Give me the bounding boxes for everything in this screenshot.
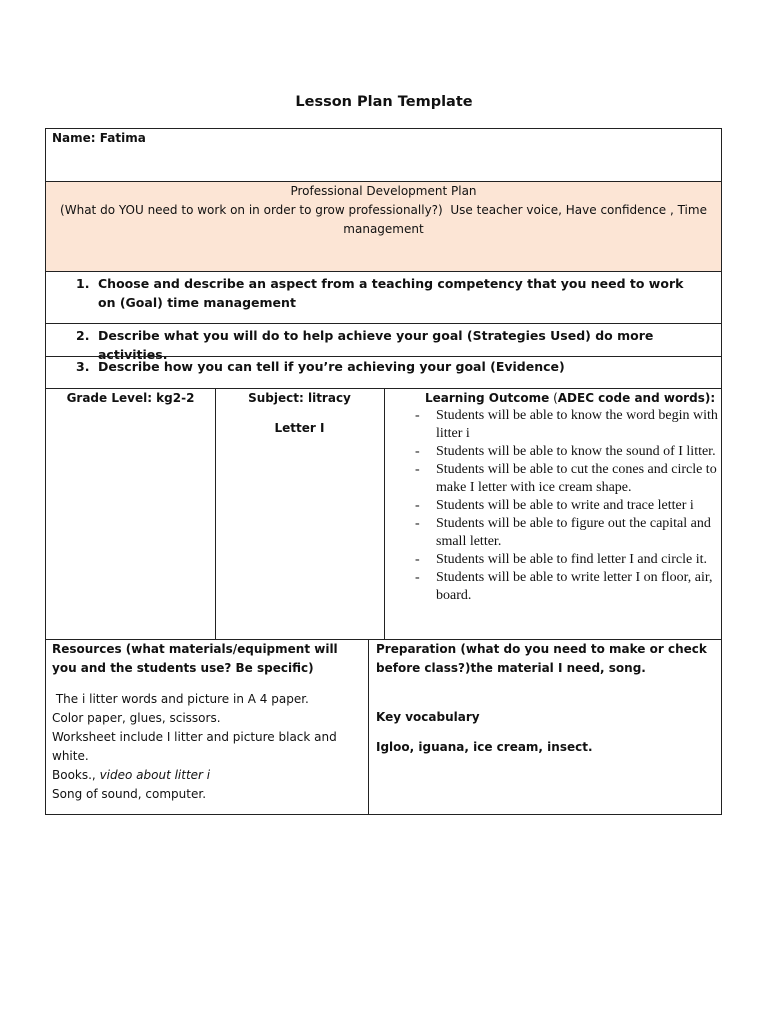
name-value: Fatima: [99, 131, 146, 145]
resources-heading: [52, 640, 362, 678]
question-text: Describe how you can tell if you’re achieving your goal (Evidence): [98, 359, 565, 374]
pdp-answer: Use teacher voice, Have confidence , Time: [450, 203, 707, 217]
list-item-text: Students will be able to find letter I and circle it.: [436, 552, 707, 567]
page-title: Lesson Plan Template: [295, 94, 473, 110]
list-item: - Students will be able to know the sound of I litter.: [415, 444, 716, 459]
column-divider: [368, 640, 369, 814]
resources-video: video about litter i: [95, 768, 211, 782]
subject-label: Subject: litracy: [248, 391, 351, 405]
pdp-question: (What do YOU need to work on in order to grow professionally?): [60, 203, 443, 217]
preparation-heading-label: Preparation: [376, 642, 457, 656]
learning-outcome-heading-code: ADEC code and words: [557, 391, 705, 405]
question-2-row: [45, 323, 722, 362]
name-label: Name:: [52, 131, 96, 145]
pdp-heading: Professional Development Plan: [290, 184, 477, 198]
key-vocabulary-words: Igloo, iguana, ice cream, insect.: [376, 740, 593, 754]
subject-topic: Letter I: [274, 421, 325, 435]
resources-heading-label: Resources: [52, 642, 122, 656]
preparation-answer: the material I need, song.: [470, 661, 646, 675]
question-text: Describe what you will do to help achieve your goal (Strategies Used): [98, 328, 591, 343]
learning-outcome-heading-bold: Learning Outcome: [425, 391, 550, 405]
learning-outcome-heading: [425, 389, 715, 408]
learning-outcome-list: [415, 407, 720, 605]
resources-line: The i litter words and picture in A 4 paper.: [52, 692, 309, 706]
professional-development-plan: [45, 181, 722, 272]
learning-outcome-cell: [385, 389, 721, 640]
resources-books-label: Books.,: [52, 768, 96, 782]
learning-outcome-heading-end: ):: [704, 391, 716, 405]
preparation-cell: [376, 640, 713, 757]
question-1: [76, 274, 701, 312]
name-field: [52, 129, 146, 148]
question-1-row: [45, 271, 722, 324]
question-answer: time management: [167, 295, 296, 310]
resources-cell: [52, 640, 362, 804]
resources-line: Worksheet include I litter and picture black and white.: [52, 730, 337, 763]
resources-song: Song of sound, computer.: [52, 787, 207, 801]
preparation-heading-question: (what do you need to make or check before class?): [376, 642, 707, 675]
list-item-text: Students will be able to write letter I on floor, air, board.: [436, 570, 713, 603]
list-item: - Students will be able to know the word begin with litter i: [415, 408, 718, 441]
list-item-text: Students will be able to know the word begin with litter i: [436, 408, 718, 441]
pdp-line1: [46, 201, 721, 220]
resources-line: Color paper, glues, scissors.: [52, 711, 221, 725]
list-item-text: Students will be able to cut the cones and circle to make I letter with ice cream shape.: [436, 462, 717, 495]
question-number: 3.: [76, 359, 90, 374]
list-item-text: Students will be able to write and trace letter i: [436, 498, 694, 513]
question-text: Choose and describe an aspect from a teaching competency that you need to work on (Goal): [98, 276, 684, 310]
question-answer: do more activities.: [98, 328, 654, 362]
list-item: - Students will be able to cut the cones and circle to make I letter with ice cream shape.: [415, 462, 717, 495]
list-item-text: Students will be able to figure out the capital and small letter.: [436, 516, 711, 549]
question-number: 1.: [76, 276, 90, 291]
list-item: - Students will be able to write and trace letter i: [415, 498, 694, 513]
lesson-details-row: [45, 388, 722, 640]
learning-outcome-heading-paren: (: [549, 391, 558, 405]
preparation-heading: [376, 640, 713, 678]
list-item: - Students will be able to figure out the capital and small letter.: [415, 516, 711, 549]
pdp-answer-cont: management: [343, 222, 424, 236]
subject-cell: [215, 389, 384, 438]
list-item-text: Students will be able to know the sound of I litter.: [436, 444, 716, 459]
list-item: - Students will be able to find letter I and circle it.: [415, 552, 707, 567]
list-item: - Students will be able to write letter I on floor, air, board.: [415, 570, 713, 603]
name-row: [45, 128, 722, 182]
question-3-row: [45, 356, 722, 389]
grade-level: Grade Level: kg2-2: [66, 391, 195, 405]
key-vocabulary-label: Key vocabulary: [376, 710, 480, 724]
question-3: [76, 357, 701, 376]
resources-books: [52, 766, 362, 785]
question-number: 2.: [76, 328, 90, 343]
resources-heading-question: (what materials/equipment will you and the students use? Be specific): [52, 642, 338, 675]
resources-preparation-row: [45, 639, 722, 815]
